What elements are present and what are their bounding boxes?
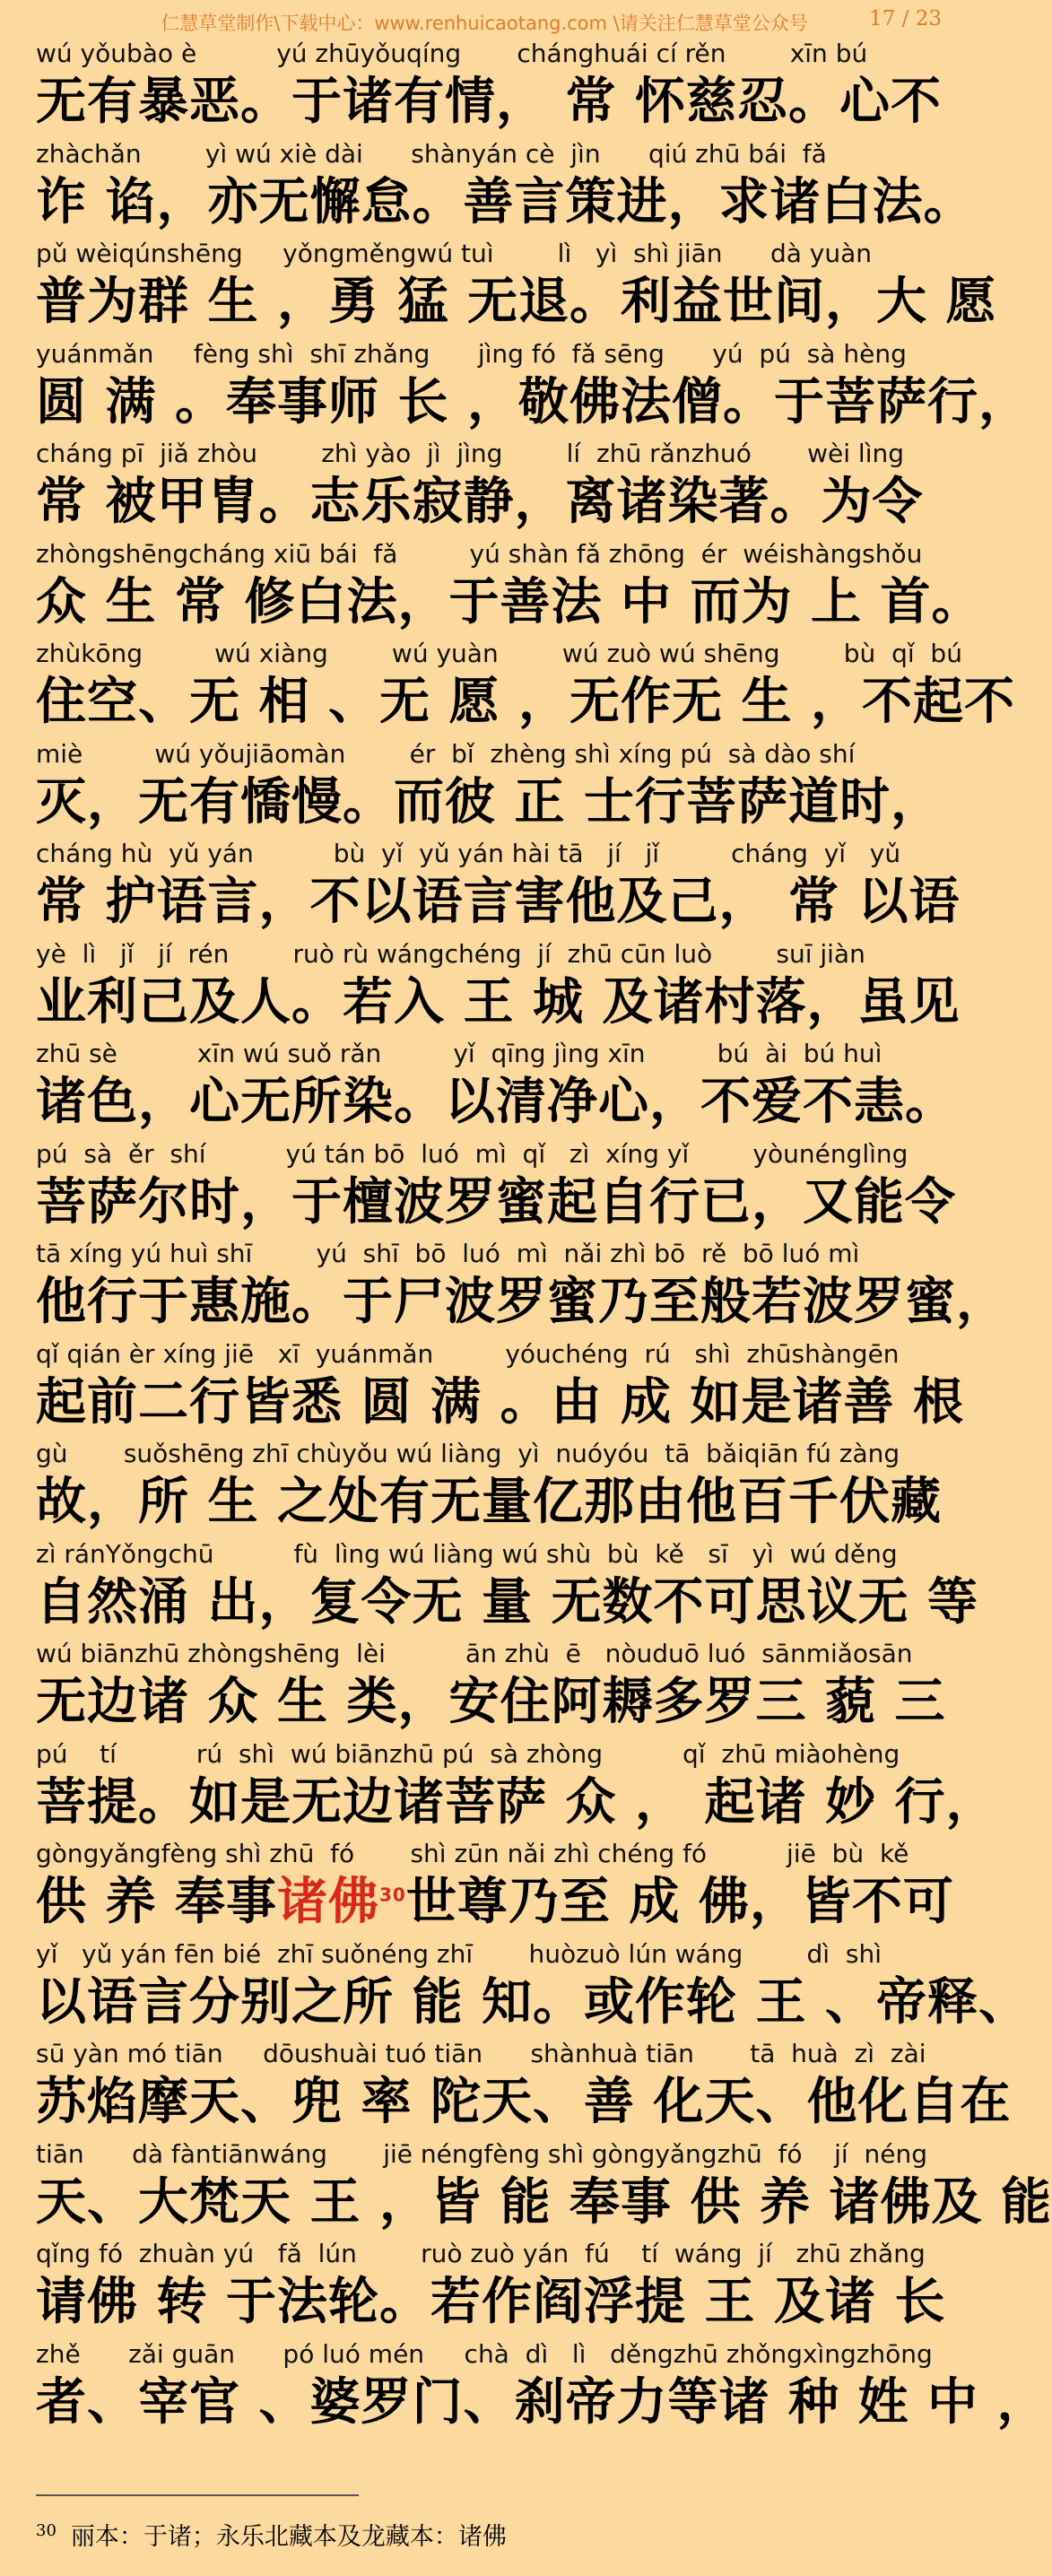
pinyin-line: zhùkōng wú xiàng wú yuàn wú zuò wú shēng bù qǐ bú (36, 639, 962, 668)
text-line (36, 438, 942, 538)
pinyin-line: wú biānzhū zhòngshēng lèi ān zhù ē nòuduō luó sānmiǎosān (36, 1639, 913, 1668)
text-line (36, 1538, 978, 1639)
text-line (36, 538, 983, 639)
pinyin-line: tā xíng yú huì shī yú shī bō luó mì nǎi zhì bō rě bō luó mì (36, 1239, 860, 1268)
pinyin-line: sū yàn mó tiān dōushuài tuó tiān shànhuà tiān tā huà zì zài (36, 2039, 926, 2068)
text-line (36, 838, 961, 938)
text-line (36, 1338, 964, 1439)
page-number: 17 / 23 (869, 7, 942, 30)
hanzi-line: 常 护语言，不以语言害他及己， 常 以语 (36, 873, 961, 931)
hanzi-line: 业利己及人。若入 王 城 及诸村落，虽见 (36, 972, 961, 1031)
text-line (36, 338, 1030, 439)
hanzi-line: 故，所 生 之处有无量亿那由他百千伏藏 (36, 1473, 942, 1531)
hanzi-line: 诈 谄，亦无懈怠。善言策进，求诸白法。 (36, 172, 975, 231)
pinyin-line: zhě zǎi guān pó luó mén chà dì lì děngzhū zhǒngxìngzhōng (36, 2338, 933, 2369)
hanzi-line: 诸色，心无所染。以清净心，不爱不恚。 (36, 1073, 956, 1131)
header-title: 仁慧草堂制作\下载中心：www.renhuicaotang.com \请关注仁慧草堂公众号 (161, 13, 808, 34)
hanzi-segment: 供 养 奉事 (36, 1873, 277, 1931)
text-line (36, 2038, 1012, 2138)
pinyin-line: zhū sè xīn wú suǒ rǎn yǐ qīng jìng xīn bú ài bú huì (36, 1039, 882, 1068)
hanzi-line: 起前二行皆悉 圆 满 。由 成 如是诸善 根 (36, 1372, 964, 1432)
hanzi-line: 灭，无有憍慢。而彼 正 士行菩萨道时， (36, 772, 942, 831)
pinyin-line: tiān dà fàntiānwáng jiē néngfèng shì gòngyǎngzhū fó jí néng (36, 2138, 927, 2169)
hanzi-line: 普为群 生 ，勇 猛 无退。利益世间，大 愿 (36, 273, 997, 331)
text-line (36, 38, 942, 138)
text-line (36, 2338, 1048, 2439)
pinyin-line: pú sà ěr shí yú tán bō luó mì qǐ zì xíng yǐ yòunénglìng (36, 1138, 909, 1169)
text-line (36, 1838, 954, 1938)
footnote-divider (36, 2494, 359, 2496)
highlighted-term: 诸佛 (277, 1873, 379, 1931)
pinyin-line: yǐ yǔ yán fēn bié zhī suǒnéng zhī huòzuò lún wáng dì shì (36, 1938, 882, 1969)
text-line (36, 938, 961, 1039)
hanzi-line: 众 生 常 修白法，于善法 中 而为 上 首。 (36, 572, 983, 631)
footnote-text: 丽本：于诸；永乐北藏本及龙藏本：诸佛 (70, 2523, 507, 2551)
text-line (36, 638, 1015, 738)
text-line (36, 1938, 1030, 2039)
footnote-reference[interactable]: 30 (379, 1884, 406, 1906)
hanzi-line: 以语言分别之所 能 知。或作轮 王 、帝释、 (36, 1972, 1030, 2032)
pinyin-line: zhòngshēngcháng xiū bái fǎ yú shàn fǎ zhōng ér wéishàngshǒu (36, 538, 923, 569)
text-line (36, 2238, 946, 2338)
pinyin-line: gòngyǎngfèng shì zhū fó shì zūn nǎi zhì chéng fó jiē bù kě (36, 1839, 909, 1868)
text-line (36, 1438, 942, 1538)
hanzi-segment: 世尊乃至 成 佛，皆不可 (405, 1873, 954, 1931)
pinyin-line: pú tí rú shì wú biānzhū pú sà zhòng qǐ zhū miàohèng (36, 1738, 900, 1769)
pinyin-line: cháng hù yǔ yán bù yǐ yǔ yán hài tā jí jǐ cháng yǐ yǔ (36, 839, 901, 868)
text-line (36, 138, 975, 239)
hanzi-line: 菩提。如是无边诸菩萨 众 ， 起诸 妙 行， (36, 1772, 997, 1832)
pinyin-line: wú yǒubào è yú zhūyǒuqíng chánghuái cí rěn xīn bú (36, 39, 868, 68)
footnote (36, 2517, 933, 2552)
hanzi-line: 无有暴恶。于诸有情， 常 怀慈忍。心不 (36, 73, 942, 131)
hanzi-line: 苏焰摩天、兜 率 陀天、善 化天、他化自在 (36, 2073, 1012, 2131)
text-line (36, 2138, 1052, 2239)
hanzi-line: 无边诸 众 生 类，安住阿耨多罗三 藐 三 (36, 1673, 946, 1731)
hanzi-line: 他行于惠施。于尸波罗蜜乃至般若波罗蜜， (36, 1273, 1007, 1331)
hanzi-line: 请佛 转 于法轮。若作阎浮提 王 及诸 长 (36, 2273, 946, 2331)
text-line (36, 1038, 956, 1138)
pinyin-line: yuánmǎn fèng shì shī zhǎng jìng fó fǎ sēng yú pú sà hèng (36, 338, 907, 369)
text-lines (36, 38, 1052, 2438)
text-line (36, 1238, 1007, 1338)
hanzi-line (36, 1870, 954, 1935)
footnote-number: 30 (36, 2521, 57, 2540)
pinyin-line: zì ránYǒngchū fù lìng wú liàng wú shù bù kě sī yì wú děng (36, 1538, 898, 1569)
pinyin-line: pǔ wèiqúnshēng yǒngměngwú tuì lì yì shì jiān dà yuàn (36, 239, 873, 268)
pinyin-line: qǐng fó zhuàn yú fǎ lún ruò zuò yán fú tí wáng jí zhū zhǎng (36, 2239, 926, 2268)
pinyin-line: qǐ qián èr xíng jiē xī yuánmǎn yóuchéng rú shì zhūshàngēn (36, 1338, 900, 1369)
hanzi-line: 圆 满 。奉事师 长 ，敬佛法僧。于菩萨行， (36, 372, 1030, 431)
hanzi-line: 者、宰官 、婆罗门、刹帝力等诸 种 姓 中 ， (36, 2372, 1048, 2432)
hanzi-line: 自然涌 出，复令无 量 无数不可思议无 等 (36, 1572, 978, 1632)
pinyin-line: miè wú yǒujiāomàn ér bǐ zhèng shì xíng pú sà dào shí (36, 738, 856, 769)
hanzi-line: 天、大梵天 王 ，皆 能 奉事 供 养 诸佛及 能 (36, 2172, 1052, 2232)
hanzi-line: 常 被甲胄。志乐寂静，离诸染著。为令 (36, 473, 924, 531)
hanzi-line: 菩萨尔时，于檀波罗蜜起自行已，又能令 (36, 1172, 956, 1231)
text-line (36, 238, 997, 338)
text-line (36, 1738, 997, 1839)
pinyin-line: yè lì jǐ jí rén ruò rù wángchéng jí zhū cūn luò suī jiàn (36, 938, 865, 969)
page-header (0, 0, 969, 39)
text-line (36, 1138, 956, 1239)
text-line (36, 1638, 946, 1738)
pinyin-line: cháng pī jiǎ zhòu zhì yào jì jìng lí zhū rǎnzhuó wèi lìng (36, 439, 905, 468)
pinyin-line: gù suǒshēng zhī chùyǒu wú liàng yì nuóyóu tā bǎiqiān fú zàng (36, 1439, 900, 1468)
text-line (36, 738, 942, 839)
pinyin-line: zhàchǎn yì wú xiè dài shànyán cè jìn qiú zhū bái fǎ (36, 138, 827, 169)
hanzi-line: 住空、无 相 、无 愿 ，无作无 生 ，不起不 (36, 673, 1015, 731)
